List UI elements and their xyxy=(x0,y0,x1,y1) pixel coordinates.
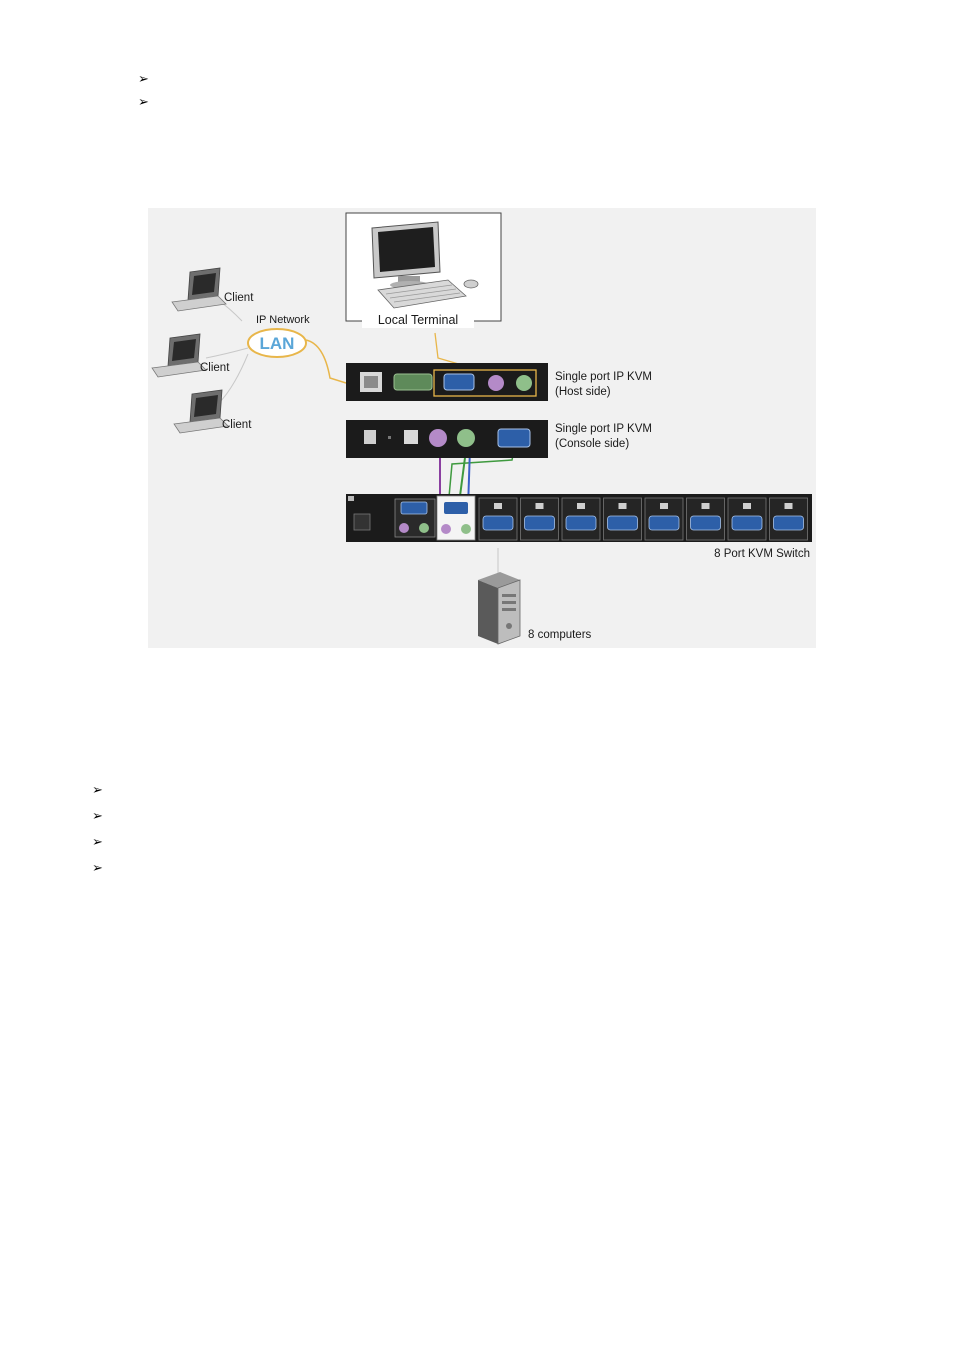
console-side-label-line1: Single port IP KVM xyxy=(555,423,652,435)
lan-label: LAN xyxy=(259,334,295,353)
kvm-port-2 xyxy=(521,498,559,540)
bullet-marker-2: ➢ xyxy=(138,95,149,110)
serial-port xyxy=(394,374,432,390)
local-terminal-label: Local Terminal xyxy=(377,313,459,327)
power-jack xyxy=(364,430,376,444)
kvm-port-1 xyxy=(479,498,517,540)
client-label-3: Client xyxy=(222,419,252,431)
kvm-port-6 xyxy=(687,498,725,540)
host-side-label-line2: (Host side) xyxy=(555,386,611,398)
vga-port xyxy=(444,374,474,390)
usb-port xyxy=(404,430,418,444)
ip-kvm-connection-diagram xyxy=(148,208,816,648)
mouse-icon xyxy=(464,280,478,288)
bullet-marker-5: ➢ xyxy=(92,835,103,850)
bullet-marker-4: ➢ xyxy=(92,809,103,824)
kvm-port-7 xyxy=(728,498,766,540)
kvm-port-5 xyxy=(645,498,683,540)
client-label-2: Client xyxy=(200,362,230,374)
local-terminal xyxy=(346,213,501,328)
console-vga-port xyxy=(498,429,530,447)
kvm-port-4 xyxy=(604,498,642,540)
ip-network-label: IP Network xyxy=(256,314,310,326)
kvm-port-8 xyxy=(770,498,808,540)
lan-cloud xyxy=(248,314,310,357)
ps2-keyboard-port xyxy=(488,375,504,391)
ps2-mouse-port xyxy=(516,375,532,391)
console-keyboard-port xyxy=(429,429,447,447)
host-side-label-line1: Single port IP KVM xyxy=(555,371,652,383)
console-mouse-port xyxy=(457,429,475,447)
kvm-port-3 xyxy=(562,498,600,540)
client-label-1: Client xyxy=(224,292,254,304)
bullet-marker-6: ➢ xyxy=(92,861,103,876)
bullet-marker-3: ➢ xyxy=(92,783,103,798)
bullet-marker-1: ➢ xyxy=(138,72,149,87)
kvm-switch-label: 8 Port KVM Switch xyxy=(714,548,810,560)
console-side-label-line2: (Console side) xyxy=(555,438,630,450)
computers-label: 8 computers xyxy=(528,629,592,641)
